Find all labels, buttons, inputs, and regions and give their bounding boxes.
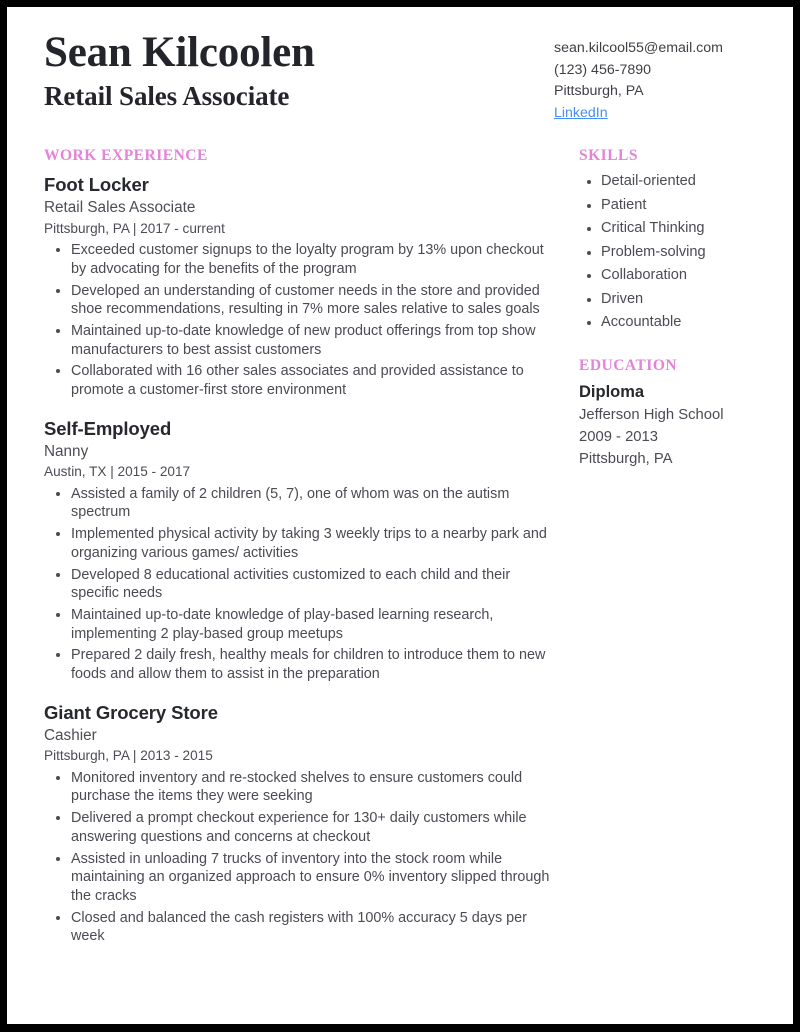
contact-email: sean.kilcool55@email.com <box>554 40 723 56</box>
experience-entry <box>44 417 552 684</box>
resume-header <box>7 7 793 124</box>
linkedin-link[interactable]: LinkedIn <box>554 104 608 121</box>
experience-role: Retail Sales Associate <box>44 199 196 217</box>
experience-bullet: Monitored inventory and re-stocked shelves to ensure customers could purchase the items they were seeking <box>44 769 552 806</box>
resume-body <box>7 147 793 949</box>
contact-block <box>554 30 763 124</box>
skill-item: Detail-oriented <box>579 172 763 192</box>
education-years: 2009 - 2013 <box>579 428 658 445</box>
experience-bullet: Developed an understanding of customer needs in the store and provided shoe recommendations, resulting in 7% more sales relative to sales goals <box>44 282 552 319</box>
experience-bullet: Delivered a prompt checkout experience for 130+ daily customers while answering questions and concerns at checkout <box>44 809 552 846</box>
skills-list <box>579 172 763 333</box>
education-section <box>579 357 763 469</box>
experience-entry <box>44 173 552 400</box>
experience-bullet: Maintained up-to-date knowledge of play-based learning research, implementing 2 play-based group meetups <box>44 606 552 643</box>
experience-organization: Giant Grocery Store <box>44 701 218 723</box>
experience-bullet: Assisted in unloading 7 trucks of inventory into the stock room while maintaining an organized approach to ensure 0% inventory slipped through the cracks <box>44 850 552 906</box>
education-school: Jefferson High School <box>579 406 724 423</box>
skill-item: Critical Thinking <box>579 219 763 239</box>
experience-bullet-list <box>44 485 552 684</box>
experience-organization: Foot Locker <box>44 174 149 196</box>
experience-meta: Austin, TX | 2015 - 2017 <box>44 464 191 480</box>
education-location: Pittsburgh, PA <box>579 450 673 467</box>
section-heading-skills: SKILLS <box>579 147 639 165</box>
skill-item: Patient <box>579 196 763 216</box>
experience-bullet: Assisted a family of 2 children (5, 7), one of whom was on the autism spectrum <box>44 485 552 522</box>
skill-item: Collaboration <box>579 266 763 286</box>
contact-phone: (123) 456-7890 <box>554 61 652 78</box>
skill-item: Problem-solving <box>579 243 763 263</box>
main-column <box>44 147 558 949</box>
experience-role: Nanny <box>44 443 89 460</box>
experience-bullet: Exceeded customer signups to the loyalty program by 13% upon checkout by advocating for the benefits of the program <box>44 241 552 278</box>
skills-section <box>579 147 763 333</box>
experience-bullet: Collaborated with 16 other sales associates and provided assistance to promote a customer-first store environment <box>44 362 552 399</box>
experience-bullet: Implemented physical activity by taking 3 weekly trips to a nearby park and organizing various games/ activities <box>44 525 552 562</box>
experience-bullet-list <box>44 241 552 400</box>
experience-bullet: Closed and balanced the cash registers with 100% accuracy 5 days per week <box>44 909 552 946</box>
experience-organization: Self-Employed <box>44 417 172 439</box>
section-heading-education: EDUCATION <box>579 357 678 375</box>
resume-page <box>7 7 793 1024</box>
experience-bullet-list <box>44 769 552 946</box>
skill-item: Driven <box>579 290 763 310</box>
experience-bullet: Maintained up-to-date knowledge of new product offerings from top show manufacturers to best assist customers <box>44 322 552 359</box>
experience-bullet: Prepared 2 daily fresh, healthy meals for children to introduce them to new foods and allow them to assist in the preparation <box>44 646 552 683</box>
experience-bullet: Developed 8 educational activities customized to each child and their specific needs <box>44 566 552 603</box>
candidate-job-title: Retail Sales Associate <box>44 81 290 112</box>
experience-meta: Pittsburgh, PA | 2017 - current <box>44 220 225 236</box>
contact-location: Pittsburgh, PA <box>554 83 644 100</box>
sidebar-column <box>558 147 763 493</box>
candidate-name: Sean Kilcoolen <box>44 29 315 76</box>
experience-meta: Pittsburgh, PA | 2013 - 2015 <box>44 748 213 764</box>
section-heading-work-experience: WORK EXPERIENCE <box>44 147 208 165</box>
contact-linkedin-row <box>554 103 763 125</box>
header-identity-block <box>44 30 554 112</box>
education-degree: Diploma <box>579 383 645 402</box>
experience-role: Cashier <box>44 727 97 744</box>
experience-entry <box>44 701 552 946</box>
skill-item: Accountable <box>579 313 763 333</box>
